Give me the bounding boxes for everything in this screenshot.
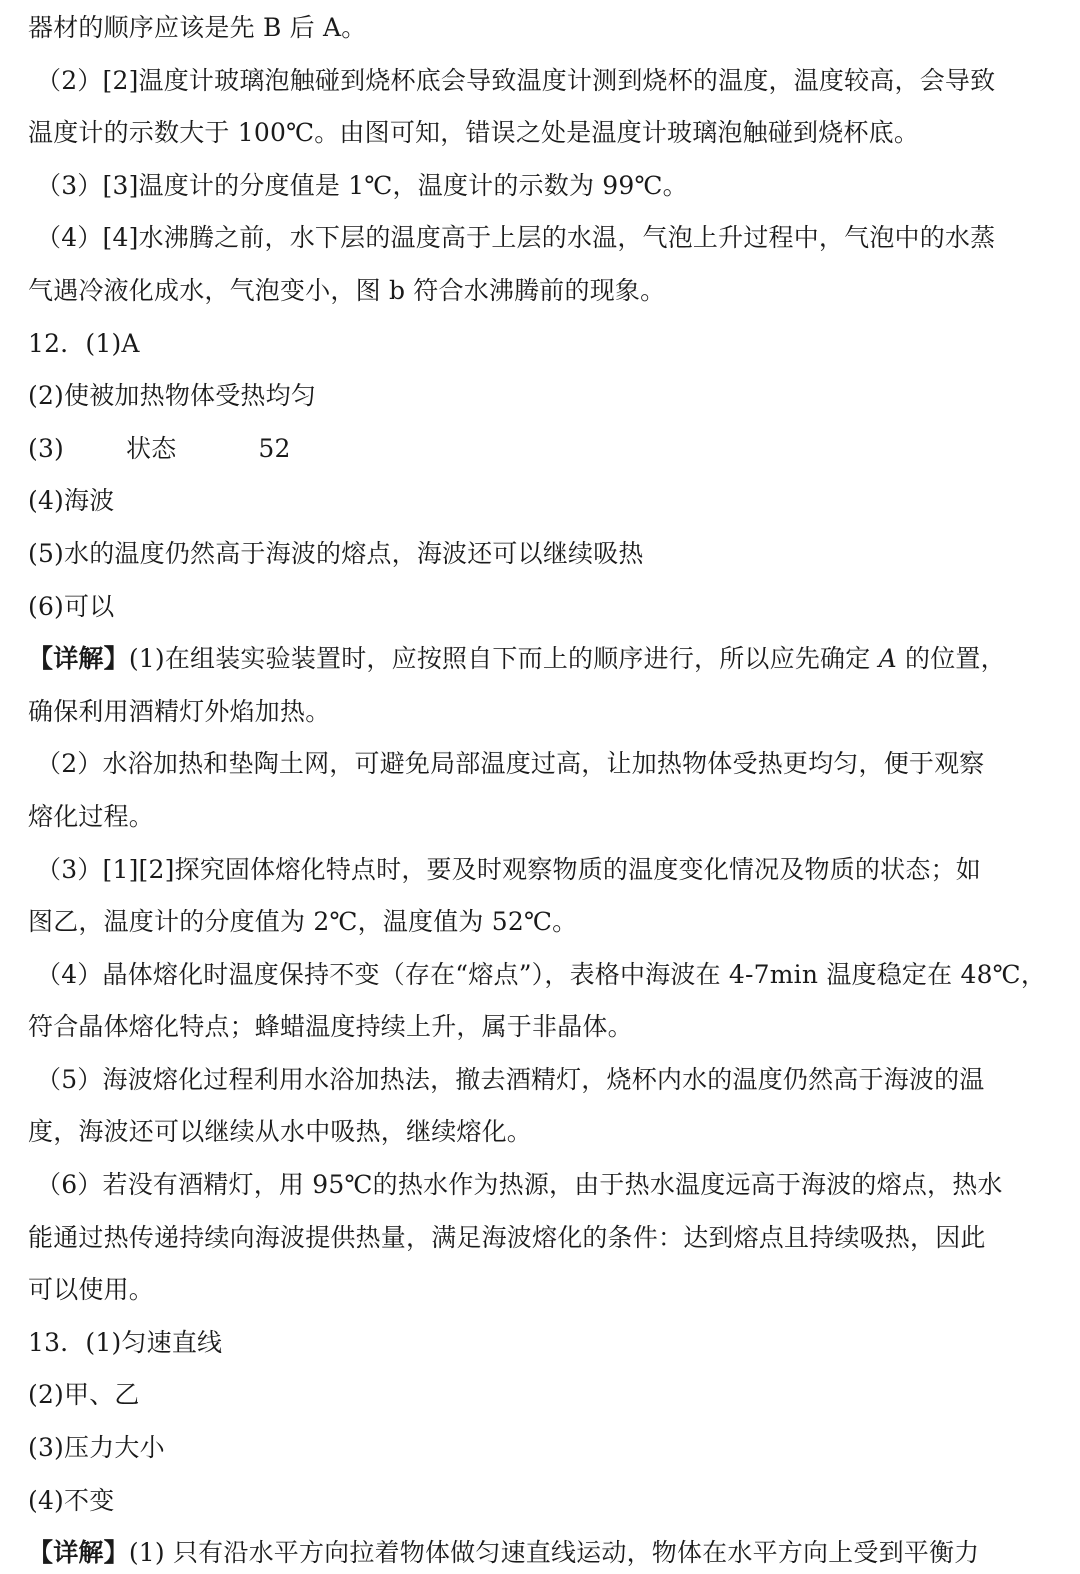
- detail-text: (1)在组装实验装置时，应按照自下而上的顺序进行，所以应先确定: [128, 644, 879, 674]
- question-13-answer-1: 13．(1)匀速直线: [28, 1327, 223, 1357]
- question-12-answer-2: (2)使被加热物体受热均匀: [28, 381, 317, 411]
- text-line: 图乙，温度计的分度值为 2℃，温度值为 52℃。: [28, 907, 578, 937]
- question-13-answer-3: (3)压力大小: [28, 1433, 165, 1463]
- text-line: 确保利用酒精灯外焰加热。: [28, 696, 331, 726]
- text-line: 能通过热传递持续向海波提供热量，满足海波熔化的条件：达到熔点且持续吸热，因此: [28, 1222, 986, 1252]
- detail-tag: 【详解】: [28, 1538, 129, 1568]
- question-12-answer-4: (4)海波: [28, 486, 115, 516]
- text-line: （3）[1][2]探究固体熔化特点时，要及时观察物质的温度变化情况及物质的状态；如: [36, 854, 981, 884]
- detail-text: 的位置，: [896, 644, 1006, 674]
- text-line: 器材的顺序应该是先 B 后 A。: [28, 13, 367, 42]
- text-line: （3）[3]温度计的分度值是 1℃，温度计的示数为 99℃。: [36, 170, 688, 200]
- detail-line: [28, 633, 1052, 686]
- answer-blank-2: 52: [258, 433, 291, 463]
- text-line: 温度计的示数大于 100℃。由图可知，错误之处是温度计玻璃泡触碰到烧杯底。: [28, 118, 920, 148]
- question-12-answer-3: [28, 423, 1052, 476]
- text-line: （2）水浴加热和垫陶土网，可避免局部温度过高，让加热物体受热更均匀，便于观察: [36, 749, 985, 779]
- question-13-answer-2: (2)甲、乙: [28, 1380, 140, 1410]
- text-line: 度，海波还可以继续从水中吸热，继续熔化。: [28, 1117, 533, 1147]
- detail-line: [28, 1527, 1052, 1574]
- question-12-answer-1: 12．(1)A: [28, 328, 140, 358]
- question-12-answer-5: (5)水的温度仍然高于海波的熔点，海波还可以继续吸热: [28, 538, 644, 568]
- detail-text: (1) 只有沿水平方向拉着物体做匀速直线运动，物体在水平方向上受到平衡力: [128, 1538, 980, 1568]
- text-line: 熔化过程。: [28, 801, 155, 831]
- answer-label: (3): [28, 433, 65, 463]
- text-line: （4）晶体熔化时温度保持不变（存在“熔点”），表格中海波在 4-7min 温度稳定在 48℃，: [36, 959, 1047, 989]
- detail-variable: A: [878, 644, 897, 674]
- text-line: 可以使用。: [28, 1275, 155, 1305]
- text-line: （6）若没有酒精灯，用 95℃的热水作为热源，由于热水温度远高于海波的熔点，热水: [36, 1170, 1003, 1200]
- text-line: 气遇冷液化成水，气泡变小，图 b 符合水沸腾前的现象。: [28, 275, 666, 305]
- text-line: 符合晶体熔化特点；蜂蜡温度持续上升，属于非晶体。: [28, 1012, 633, 1042]
- text-line: （2）[2]温度计玻璃泡触碰到烧杯底会导致温度计测到烧杯的温度，温度较高，会导致: [36, 65, 996, 95]
- answer-blank-1: 状态: [126, 433, 177, 463]
- detail-tag: 【详解】: [28, 644, 129, 674]
- question-12-answer-6: (6)可以: [28, 591, 115, 621]
- text-line: （4）[4]水沸腾之前，水下层的温度高于上层的水温，气泡上升过程中，气泡中的水蒸: [36, 223, 996, 253]
- question-13-answer-4: (4)不变: [28, 1485, 115, 1515]
- text-line: （5）海波熔化过程利用水浴加热法，撤去酒精灯，烧杯内水的温度仍然高于海波的温: [36, 1064, 985, 1094]
